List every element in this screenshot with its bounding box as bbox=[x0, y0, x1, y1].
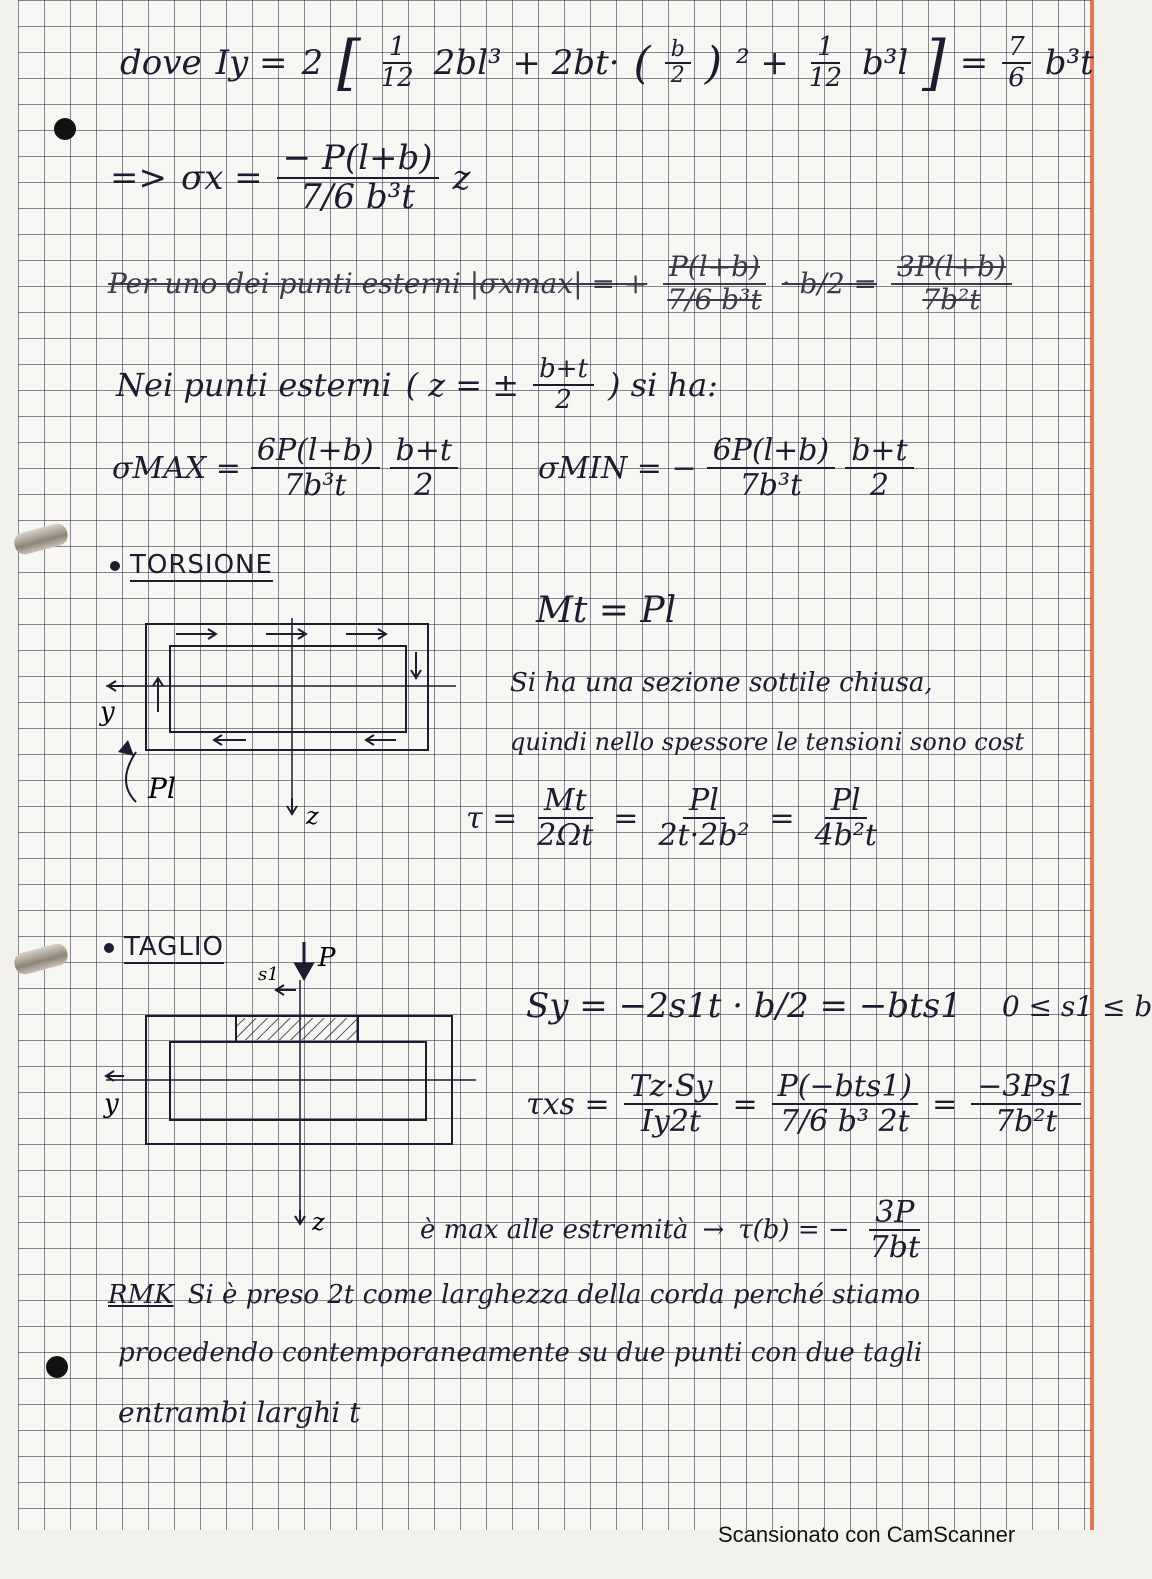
iy-term-2: ² + bbox=[735, 43, 789, 83]
taglio-title: TAGLIO bbox=[124, 932, 224, 962]
tau-lhs: τ = bbox=[466, 800, 518, 836]
struck-fraction-2: $\frac{3P(l+b)}{\text{7b²t}}$ bbox=[891, 252, 1012, 316]
s1-range: 0 ≤ s1 ≤ b bbox=[1001, 989, 1152, 1023]
tau-frac-2: $\frac{Pl}{\text{2t·2b²}}$ bbox=[658, 783, 750, 853]
sigma-x-formula bbox=[110, 140, 470, 217]
tau-xs-lhs: τxs = bbox=[526, 1086, 610, 1122]
bullet-icon bbox=[110, 561, 120, 571]
sigma-min-frac: $\frac{6P(l+b)}{\text{7b³t}}$ bbox=[707, 434, 836, 502]
iy-formula: dove Iy = 2 [ $\frac{1}{12}$ 2bl³ + 2bt· ( $\frac{b}{2}$ ) ² + $\frac{1}{12}$ b³l ] = $\frac{7}{6}$ b³t bbox=[120, 28, 1094, 98]
remark-line-3: entrambi larghi t bbox=[118, 1396, 361, 1429]
load-p-label: P bbox=[318, 943, 336, 973]
tau-shear-formula: τxs = $\frac{Tz\cdot Sy}{Iy2t}$ = $\frac{\text{P(−bts1)}}{\text{7/6 b³ 2t}}$ = $\frac{-3Ps1}{\text{7b²t}}$ bbox=[526, 1070, 1081, 1138]
iy-result: b³t bbox=[1044, 43, 1094, 83]
shear-diagram bbox=[96, 940, 486, 1240]
remark-text-1: Si è preso 2t come larghezza della corda perché stiamo bbox=[187, 1280, 921, 1310]
s1-label: s1 bbox=[258, 964, 279, 985]
text-dove: dove bbox=[120, 43, 202, 83]
struck-text: Per uno dei punti esterni |σxmax| = + bbox=[108, 267, 648, 301]
tau-b-lhs: τ(b) = − bbox=[738, 1215, 850, 1245]
tau-xs-frac-1: $\frac{Tz\cdot Sy}{Iy2t}$ bbox=[624, 1070, 719, 1138]
remark-tag: RMK bbox=[108, 1280, 174, 1310]
bracket-open: [ bbox=[337, 28, 361, 98]
sigma-min-lhs: σMIN = − bbox=[537, 450, 697, 486]
external-points-line bbox=[116, 355, 718, 414]
tau-xs-frac-3: $\frac{-3Ps1}{\text{7b²t}}$ bbox=[971, 1070, 1081, 1138]
tau-max-text: è max alle estremità bbox=[420, 1215, 689, 1245]
tau-max-fraction: $\frac{3P}{7bt}$ bbox=[869, 1195, 921, 1265]
torsion-moment-label: Pl bbox=[148, 772, 176, 805]
sigma-x-fraction: $\frac{- P(l+b)}{\text{7/6 b³t}}$ bbox=[277, 140, 439, 217]
torsion-y-label: y bbox=[100, 697, 115, 727]
sy-expression: Sy = −2s1t · b/2 = −bts1 bbox=[526, 986, 962, 1026]
tau-frac-1: $\frac{Mt}{2\Omega t}$ bbox=[537, 783, 594, 853]
struck-mid: · b/2 = bbox=[781, 267, 877, 301]
tau-frac-3: $\frac{Pl}{\text{4b²t}}$ bbox=[814, 783, 877, 853]
torsion-z-label: z bbox=[306, 802, 319, 830]
frac-7-6: $\frac{7}{6}$ bbox=[1002, 33, 1031, 92]
sigma-max-frac-2: $\frac{b+t}{2}$ bbox=[390, 434, 458, 502]
points-cond: ( z = ± bbox=[405, 365, 520, 404]
points-text: Nei punti esterni bbox=[116, 365, 392, 404]
shear-y-label: y bbox=[104, 1089, 119, 1119]
sigma-max-min bbox=[112, 434, 914, 502]
tau-xs-frac-2: $\frac{\text{P(−bts1)}}{\text{7/6 b³ 2t}}$ bbox=[772, 1070, 918, 1138]
sigma-min-frac-2: $\frac{b+t}{2}$ bbox=[845, 434, 913, 502]
tau-torsion-formula: τ = $\frac{Mt}{2\Omega t}$ = $\frac{Pl}{\text{2t·2b²}}$ = $\frac{Pl}{\text{4b²t}}$ bbox=[466, 784, 883, 852]
points-end: ) si ha: bbox=[607, 365, 718, 404]
sigma-max-lhs: σMAX = bbox=[112, 450, 241, 486]
sigma-x-z: z bbox=[452, 158, 471, 199]
sy-formula bbox=[526, 986, 1152, 1026]
struck-line bbox=[108, 252, 1012, 316]
iy-term-1: 2bl³ + 2bt· bbox=[433, 43, 620, 83]
section-torsione bbox=[110, 550, 273, 582]
torsion-note-2: quindi nello spessore le tensioni sono cost bbox=[510, 728, 1025, 756]
scanner-footer: Scansionato con CamScanner bbox=[718, 1522, 1016, 1547]
implies-arrow: => bbox=[110, 158, 167, 199]
shear-z-label: z bbox=[312, 1208, 325, 1236]
struck-fraction-1: $\frac{P(l+b)}{\text{7/6 b³t}}$ bbox=[661, 252, 767, 316]
iy-term-3: b³l bbox=[862, 43, 909, 83]
torque-equation: Mt = Pl bbox=[536, 590, 677, 631]
paper-edge bbox=[1090, 0, 1094, 1530]
torsione-title: TORSIONE bbox=[130, 550, 273, 580]
sigma-x-lhs: σx = bbox=[180, 158, 263, 199]
tau-max-line: è max alle estremità → τ(b) = − $\frac{3P}{7bt}$ bbox=[420, 1196, 926, 1264]
iy-factor: 2 bbox=[301, 43, 324, 83]
binder-hole bbox=[46, 1356, 68, 1378]
iy-lhs: Iy = bbox=[215, 43, 288, 83]
frac-1-12b: $\frac{1}{12}$ bbox=[808, 32, 843, 93]
remark-line-2: procedendo contemporaneamente su due punti con due tagli bbox=[118, 1338, 923, 1368]
frac-b-2: $\frac{b}{2}$ bbox=[665, 38, 691, 88]
remark-line-1 bbox=[108, 1280, 920, 1310]
bracket-close: ] bbox=[922, 28, 946, 98]
points-fraction: $\frac{b+t}{2}$ bbox=[533, 355, 594, 414]
torsion-note-1: Si ha una sezione sottile chiusa, bbox=[510, 668, 933, 698]
torsion-diagram bbox=[96, 612, 466, 832]
sigma-max-frac: $\frac{6P(l+b)}{\text{7b³t}}$ bbox=[251, 434, 380, 502]
frac-1-12: $\frac{1}{12}$ bbox=[380, 32, 414, 93]
binder-hole bbox=[54, 118, 76, 140]
